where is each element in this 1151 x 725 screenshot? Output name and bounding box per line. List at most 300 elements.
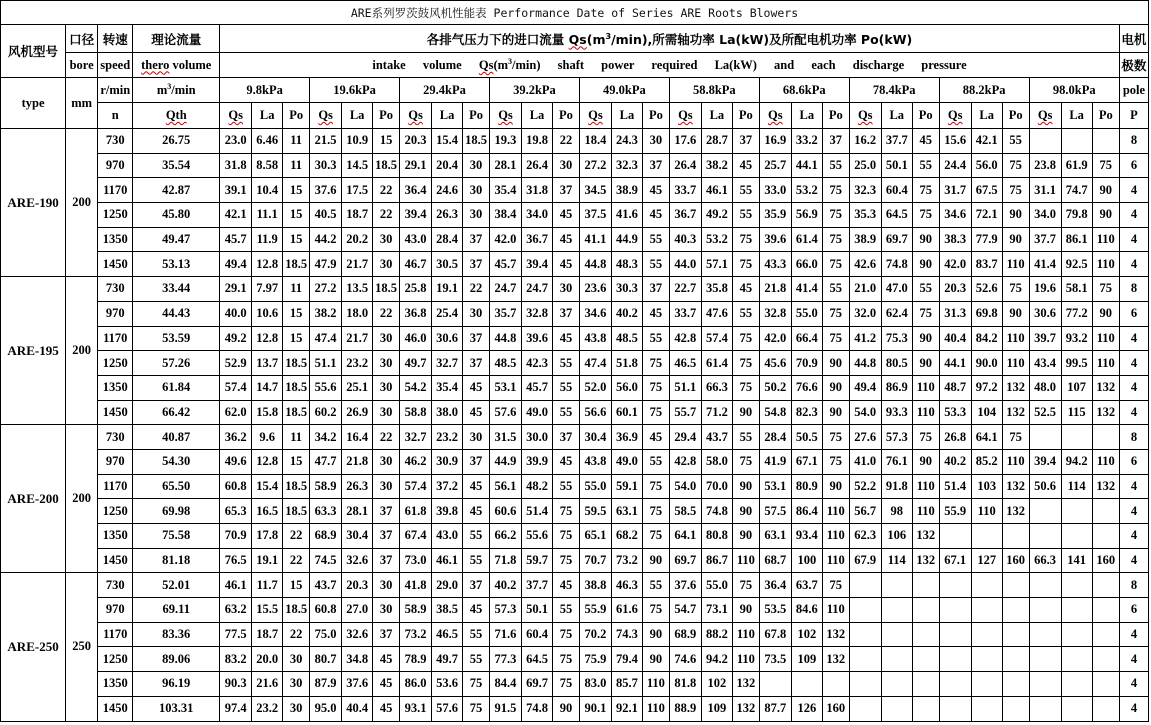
value-po	[912, 672, 939, 697]
value-po: 22	[373, 203, 400, 228]
value-qs: 44.1	[939, 351, 971, 376]
value-po: 75	[912, 301, 939, 326]
value-qs: 67.4	[400, 524, 432, 549]
value-qs: 62.0	[220, 400, 252, 425]
value-la: 37.7	[881, 129, 912, 154]
value-qs: 67.9	[849, 548, 881, 573]
value-po: 132	[1092, 400, 1119, 425]
value-qs: 65.1	[579, 524, 611, 549]
theory-volume-cell: 35.54	[133, 153, 220, 178]
value-qs	[939, 598, 971, 623]
value-qs: 40.3	[669, 227, 701, 252]
value-qs: 44.8	[579, 252, 611, 277]
value-qs: 42.8	[669, 449, 701, 474]
value-po	[1092, 499, 1119, 524]
value-la: 61.6	[611, 598, 642, 623]
value-la: 15.4	[252, 474, 283, 499]
value-qs: 65.3	[220, 499, 252, 524]
value-qs: 58.9	[310, 474, 342, 499]
value-qs: 60.6	[489, 499, 521, 524]
value-qs: 39.4	[1029, 449, 1061, 474]
value-po: 18.5	[373, 277, 400, 302]
speed-cell: 970	[98, 301, 133, 326]
value-po: 55	[463, 524, 490, 549]
header-speed-en: speed	[98, 53, 133, 78]
value-la: 42.1	[971, 129, 1002, 154]
value-po: 132	[912, 524, 939, 549]
table-row	[1, 449, 1149, 474]
value-po: 90	[912, 449, 939, 474]
speed-cell: 970	[98, 449, 133, 474]
value-po: 30	[642, 129, 669, 154]
value-qs: 64.1	[669, 524, 701, 549]
value-qs: 54.0	[669, 474, 701, 499]
value-qs: 41.0	[849, 449, 881, 474]
value-qs: 49.6	[220, 449, 252, 474]
sub-header-la: La	[522, 103, 553, 129]
value-la: 37.7	[522, 573, 553, 598]
value-la: 61.4	[701, 351, 732, 376]
value-la: 21.8	[342, 449, 373, 474]
value-la	[1061, 696, 1092, 721]
value-la: 32.3	[611, 153, 642, 178]
value-qs: 78.9	[400, 647, 432, 672]
pole-cell: 4	[1119, 203, 1148, 228]
value-po: 45	[912, 129, 939, 154]
pressure-header-1: 9.8kPa	[220, 78, 310, 103]
value-la: 43.7	[701, 425, 732, 450]
table-row	[1, 351, 1149, 376]
value-la: 20.0	[252, 647, 283, 672]
value-qs: 25.8	[400, 277, 432, 302]
value-la: 62.4	[881, 301, 912, 326]
value-qs	[1029, 598, 1061, 623]
value-la: 53.2	[791, 178, 822, 203]
value-po: 75	[822, 301, 849, 326]
value-qs: 41.4	[1029, 252, 1061, 277]
value-la: 52.6	[971, 277, 1002, 302]
value-la: 71.2	[701, 400, 732, 425]
value-po: 37	[822, 129, 849, 154]
value-po: 55	[732, 203, 759, 228]
speed-cell: 970	[98, 153, 133, 178]
value-po: 37	[732, 129, 759, 154]
value-qs: 54.7	[669, 598, 701, 623]
value-po: 30	[463, 301, 490, 326]
value-la: 102	[791, 622, 822, 647]
value-po	[1092, 524, 1119, 549]
value-la	[1061, 672, 1092, 697]
value-la: 92.5	[1061, 252, 1092, 277]
value-qs: 44.0	[669, 252, 701, 277]
value-qs: 19.3	[489, 129, 521, 154]
value-la: 64.5	[522, 647, 553, 672]
value-qs: 47.9	[310, 252, 342, 277]
value-qs: 22.7	[669, 277, 701, 302]
value-po: 132	[1002, 375, 1029, 400]
value-la: 39.8	[432, 499, 463, 524]
value-qs: 30.6	[1029, 301, 1061, 326]
header-flow-en: thero volume	[133, 53, 220, 78]
value-qs: 60.8	[220, 474, 252, 499]
value-la: 84.2	[971, 326, 1002, 351]
value-po: 90	[822, 400, 849, 425]
value-la: 18.7	[252, 622, 283, 647]
value-la: 100	[791, 548, 822, 573]
value-la	[1061, 499, 1092, 524]
value-la: 28.4	[432, 227, 463, 252]
header-rmin: r/min	[98, 78, 133, 103]
value-la: 74.7	[1061, 178, 1092, 203]
value-qs: 46.5	[669, 351, 701, 376]
value-qs: 33.7	[669, 301, 701, 326]
value-po: 18.5	[283, 400, 310, 425]
header-motor-cn: 电机	[1119, 25, 1148, 53]
value-la: 16.4	[342, 425, 373, 450]
value-po: 75	[912, 178, 939, 203]
sub-header-la: La	[971, 103, 1002, 129]
value-la: 126	[791, 696, 822, 721]
value-la: 67.1	[791, 449, 822, 474]
value-la: 30.6	[432, 326, 463, 351]
speed-cell: 1350	[98, 227, 133, 252]
value-qs	[849, 622, 881, 647]
value-po: 30	[463, 178, 490, 203]
header-type-en: type	[1, 78, 66, 129]
value-la: 36.9	[611, 425, 642, 450]
pole-cell: 4	[1119, 696, 1148, 721]
value-qs: 33.0	[759, 178, 791, 203]
value-qs	[1029, 129, 1061, 154]
pole-cell: 4	[1119, 351, 1148, 376]
value-po: 160	[822, 696, 849, 721]
value-po: 110	[912, 375, 939, 400]
value-la	[1061, 622, 1092, 647]
value-qs: 80.7	[310, 647, 342, 672]
value-qs: 55.9	[939, 499, 971, 524]
pressure-header-7: 68.6kPa	[759, 78, 849, 103]
value-la: 76.1	[881, 449, 912, 474]
value-la: 86.7	[701, 548, 732, 573]
value-la: 38.5	[432, 598, 463, 623]
value-la: 57.1	[701, 252, 732, 277]
value-la: 39.6	[522, 326, 553, 351]
value-qs: 51.1	[669, 375, 701, 400]
value-la: 20.4	[432, 153, 463, 178]
value-po: 75	[553, 647, 580, 672]
value-qs: 42.0	[489, 227, 521, 252]
value-qs: 67.1	[939, 548, 971, 573]
value-qs: 90.3	[220, 672, 252, 697]
value-la: 74.8	[881, 252, 912, 277]
value-qs: 60.2	[310, 400, 342, 425]
value-la: 46.3	[611, 573, 642, 598]
value-la: 21.7	[342, 252, 373, 277]
value-la	[881, 573, 912, 598]
value-la: 11.1	[252, 203, 283, 228]
value-la: 114	[881, 548, 912, 573]
value-qs: 24.4	[939, 153, 971, 178]
value-qs: 71.6	[489, 622, 521, 647]
value-la: 17.5	[342, 178, 373, 203]
theory-volume-cell: 40.87	[133, 425, 220, 450]
value-qs: 35.3	[849, 203, 881, 228]
value-la: 27.0	[342, 598, 373, 623]
value-po: 132	[1092, 474, 1119, 499]
value-po	[1002, 672, 1029, 697]
value-po: 45	[553, 326, 580, 351]
theory-volume-cell: 89.06	[133, 647, 220, 672]
value-la	[971, 573, 1002, 598]
value-la: 18.7	[342, 203, 373, 228]
value-po: 11	[283, 153, 310, 178]
sub-header-la: La	[881, 103, 912, 129]
value-la: 34.8	[342, 647, 373, 672]
value-po: 18.5	[373, 153, 400, 178]
value-qs: 42.6	[849, 252, 881, 277]
value-la: 86.1	[1061, 227, 1092, 252]
value-la: 60.4	[881, 178, 912, 203]
table-row	[1, 573, 1149, 598]
value-po: 37	[373, 524, 400, 549]
value-qs	[849, 672, 881, 697]
value-po: 110	[1002, 326, 1029, 351]
value-la: 39.4	[522, 252, 553, 277]
header-m3min: $m^3/\min$	[133, 78, 220, 103]
value-qs: 43.7	[310, 573, 342, 598]
value-la: 40.2	[611, 301, 642, 326]
value-qs: 40.2	[489, 573, 521, 598]
theory-volume-cell: 52.01	[133, 573, 220, 598]
value-la: 109	[701, 696, 732, 721]
value-po: 37	[642, 277, 669, 302]
value-qs: 27.6	[849, 425, 881, 450]
value-la: 41.6	[611, 203, 642, 228]
value-qs: 25.7	[759, 153, 791, 178]
value-qs: 42.0	[939, 252, 971, 277]
value-po: 110	[1002, 351, 1029, 376]
table-row	[1, 400, 1149, 425]
value-la: 30.3	[611, 277, 642, 302]
pressure-header-5: 49.0kPa	[579, 78, 669, 103]
value-la: 37.6	[342, 672, 373, 697]
pressure-header-6: 58.8kPa	[669, 78, 759, 103]
value-la: 60.1	[611, 400, 642, 425]
sub-header-qs: Qs	[669, 103, 701, 129]
table-row	[1, 375, 1149, 400]
sub-header-qs: Qs	[220, 103, 252, 129]
sub-header-po: Po	[1092, 103, 1119, 129]
value-po: 37	[553, 425, 580, 450]
pole-cell: 4	[1119, 178, 1148, 203]
value-la	[1061, 524, 1092, 549]
value-la: 19.8	[522, 129, 553, 154]
value-la: 110	[971, 499, 1002, 524]
value-qs: 54.0	[849, 400, 881, 425]
value-la: 18.0	[342, 301, 373, 326]
value-po	[912, 573, 939, 598]
value-po: 22	[463, 277, 490, 302]
value-po: 75	[1092, 153, 1119, 178]
value-qs: 69.7	[669, 548, 701, 573]
value-la: 48.5	[611, 326, 642, 351]
value-po: 110	[822, 598, 849, 623]
value-qs: 44.9	[489, 449, 521, 474]
value-po: 90	[732, 499, 759, 524]
value-qs: 49.4	[849, 375, 881, 400]
value-la: 13.5	[342, 277, 373, 302]
value-qs: 17.6	[669, 129, 701, 154]
value-po: 55	[642, 252, 669, 277]
value-po: 37	[373, 622, 400, 647]
value-po: 75	[553, 622, 580, 647]
pole-cell: 4	[1119, 326, 1148, 351]
sub-header-qs: Qs	[849, 103, 881, 129]
value-qs: 30.3	[310, 153, 342, 178]
speed-cell: 1250	[98, 351, 133, 376]
value-po: 110	[1002, 449, 1029, 474]
sub-header-qs: Qs	[939, 103, 971, 129]
value-po: 30	[373, 326, 400, 351]
value-po: 45	[463, 499, 490, 524]
value-la	[881, 598, 912, 623]
value-qs: 33.7	[669, 178, 701, 203]
value-qs	[1029, 425, 1061, 450]
value-po: 55	[1002, 129, 1029, 154]
value-qs: 63.3	[310, 499, 342, 524]
value-po: 11	[283, 129, 310, 154]
value-qs: 53.1	[489, 375, 521, 400]
value-po: 132	[732, 696, 759, 721]
value-po: 75	[822, 573, 849, 598]
value-qs: 49.2	[220, 326, 252, 351]
value-la: 55.6	[522, 524, 553, 549]
table-row	[1, 622, 1149, 647]
theory-volume-cell: 53.13	[133, 252, 220, 277]
value-po: 18.5	[283, 375, 310, 400]
value-qs: 44.8	[849, 351, 881, 376]
value-qs: 66.2	[489, 524, 521, 549]
value-qs	[939, 622, 971, 647]
value-qs: 48.5	[489, 351, 521, 376]
value-po	[1002, 573, 1029, 598]
model-bore: 200	[66, 425, 98, 573]
value-qs: 26.4	[669, 153, 701, 178]
header-model-cn: 风机型号	[1, 25, 66, 78]
value-po: 110	[732, 622, 759, 647]
value-la: 63.7	[791, 573, 822, 598]
value-po: 75	[732, 449, 759, 474]
value-po: 90	[912, 351, 939, 376]
theory-volume-cell: 53.59	[133, 326, 220, 351]
value-la: 51.8	[611, 351, 642, 376]
value-po: 18.5	[283, 252, 310, 277]
value-po: 55	[553, 400, 580, 425]
theory-volume-cell: 81.18	[133, 548, 220, 573]
value-la: 10.9	[342, 129, 373, 154]
value-po: 15	[283, 301, 310, 326]
value-po: 30	[373, 351, 400, 376]
value-la: 17.8	[252, 524, 283, 549]
value-la: 106	[881, 524, 912, 549]
theory-volume-cell: 75.58	[133, 524, 220, 549]
value-po: 11	[283, 277, 310, 302]
value-qs: 27.2	[310, 277, 342, 302]
value-la: 24.3	[611, 129, 642, 154]
value-po: 55	[642, 326, 669, 351]
value-po: 110	[1092, 227, 1119, 252]
value-po: 75	[642, 375, 669, 400]
value-qs: 58.8	[400, 400, 432, 425]
table-row	[1, 524, 1149, 549]
value-la: 30.9	[432, 449, 463, 474]
value-po: 55	[822, 153, 849, 178]
value-po: 45	[553, 449, 580, 474]
value-la: 103	[971, 474, 1002, 499]
value-po: 15	[283, 178, 310, 203]
value-po: 37	[463, 326, 490, 351]
value-la: 56.0	[971, 153, 1002, 178]
theory-volume-cell: 45.80	[133, 203, 220, 228]
pole-cell: 4	[1119, 672, 1148, 697]
sub-header-po: Po	[463, 103, 490, 129]
value-qs: 32.0	[849, 301, 881, 326]
value-la	[1061, 425, 1092, 450]
value-la: 21.6	[252, 672, 283, 697]
value-qs: 38.9	[849, 227, 881, 252]
value-po: 15	[283, 203, 310, 228]
speed-cell: 730	[98, 129, 133, 154]
value-la: 91.8	[881, 474, 912, 499]
value-qs: 70.7	[579, 548, 611, 573]
sub-header-la: La	[1061, 103, 1092, 129]
value-la: 44.1	[791, 153, 822, 178]
value-la	[1061, 598, 1092, 623]
value-po: 45	[463, 375, 490, 400]
value-qs: 74.5	[310, 548, 342, 573]
value-la: 55.0	[791, 301, 822, 326]
value-la: 44.9	[611, 227, 642, 252]
value-po: 55	[553, 598, 580, 623]
value-qs	[849, 696, 881, 721]
value-qs: 77.3	[489, 647, 521, 672]
value-qs	[759, 672, 791, 697]
value-qs	[1029, 672, 1061, 697]
value-po: 110	[822, 548, 849, 573]
value-la	[1061, 129, 1092, 154]
value-qs: 56.1	[489, 474, 521, 499]
model-name: ARE-200	[1, 425, 66, 573]
value-po: 75	[642, 524, 669, 549]
value-la: 94.2	[1061, 449, 1092, 474]
value-la: 14.5	[342, 153, 373, 178]
value-qs: 29.1	[400, 153, 432, 178]
value-qs: 97.4	[220, 696, 252, 721]
theory-volume-cell: 103.31	[133, 696, 220, 721]
value-qs: 75.9	[579, 647, 611, 672]
theory-volume-cell: 69.98	[133, 499, 220, 524]
value-po: 30	[373, 375, 400, 400]
value-qs: 52.5	[1029, 400, 1061, 425]
model-name: ARE-190	[1, 129, 66, 277]
value-po: 18.5	[463, 129, 490, 154]
value-qs	[1029, 499, 1061, 524]
speed-cell: 970	[98, 598, 133, 623]
value-la: 15.5	[252, 598, 283, 623]
value-qs	[939, 696, 971, 721]
value-qs: 39.4	[400, 203, 432, 228]
value-qs: 41.2	[849, 326, 881, 351]
